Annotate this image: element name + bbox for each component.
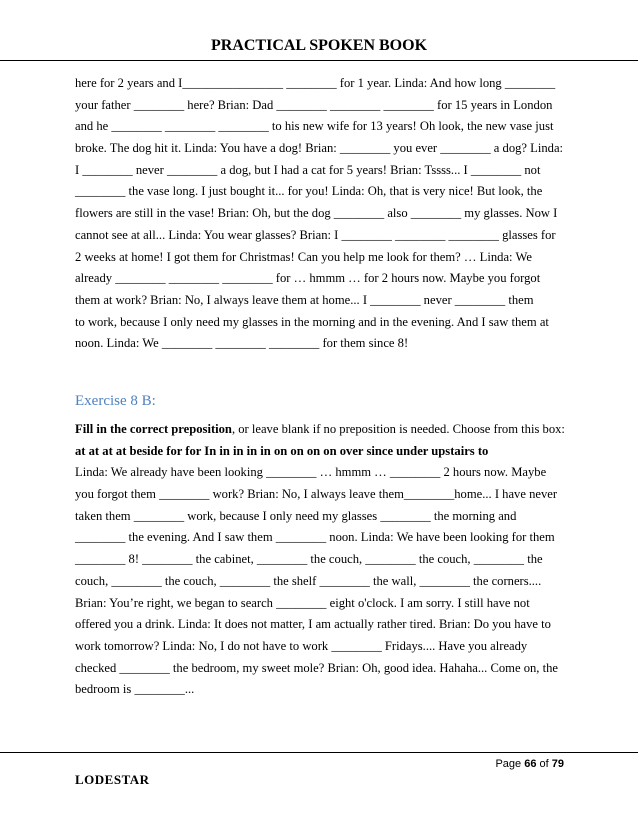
- text-line: I ________ never ________ a dog, but I had a cat for 5 years! Brian: Tssss... I ________ not: [75, 162, 541, 177]
- text-line: ________ the evening. And I saw them ________ noon. Linda: We have been looking for them: [75, 530, 555, 545]
- text-line: offered you a drink. Linda: It does not matter, I am actually rather tired. Brian: Do you have to: [75, 617, 551, 632]
- exercise-heading: Exercise 8 B:: [75, 393, 156, 409]
- page-of: of: [536, 758, 552, 770]
- instruction-rest: , or leave blank if no preposition is needed. Choose from this box:: [231, 422, 565, 436]
- text-line: noon. Linda: We ________ ________ ________ for them since 8!: [75, 336, 409, 351]
- text-line: here for 2 years and I________________ ________ for 1 year. Linda: And how long ________: [75, 76, 556, 90]
- text-line: them at work? Brian: No, I always leave them at home... I ________ never ________ them: [75, 292, 534, 307]
- text-line: Brian: You’re right, we began to search ________ eight o'clock. I am sorry. I still have not: [75, 595, 530, 610]
- text-line: work tomorrow? Linda: No, I do not have to work ________ Fridays.... Have you already: [75, 638, 528, 653]
- text-line: your father ________ here? Brian: Dad ________ ________ ________ for 15 years in London: [75, 97, 553, 112]
- header-divider: [0, 60, 638, 61]
- footer-brand: LODESTAR: [75, 772, 150, 787]
- text-line: ________ 8! ________ the cabinet, ________ the couch, ________ the couch, ________ the: [75, 552, 543, 567]
- page-current: 66: [524, 758, 537, 770]
- instruction-line: [75, 419, 565, 441]
- exercise-b-text: [75, 419, 565, 701]
- text-line: you forgot them ________ work? Brian: No, I always leave them________home... I have never: [75, 487, 558, 502]
- text-line: ________ the vase long. I just bought it... for you! Linda: Oh, that is very nice! But look, the: [75, 184, 543, 199]
- page-number: [495, 758, 564, 770]
- page-header-title: PRACTICAL SPOKEN BOOK: [210, 37, 428, 54]
- text-line: flowers are still in the vase! Brian: Oh, but the dog ________ also ________ my glasses. Now I: [75, 206, 558, 221]
- exercise-a-text: [75, 73, 565, 355]
- text-line: couch, ________ the couch, ________ the shelf ________ the wall, ________ the corners....: [75, 573, 542, 588]
- text-line: broke. The dog hit it. Linda: You have a dog! Brian: ________ you ever ________ a dog? Linda:: [75, 141, 564, 156]
- text-line: 2 weeks at home! I got them for Christmas! Can you help me look for them? … Linda: We: [75, 249, 532, 264]
- text-line: cannot see at all... Linda: You wear glasses? Brian: I ________ ________ ________ glasses for: [75, 227, 556, 242]
- text-line: and he ________ ________ ________ to his new wife for 13 years! Oh look, the new vase just: [75, 119, 554, 134]
- instruction-bold: Fill in the correct preposition: [75, 422, 232, 436]
- page-total: 79: [551, 758, 564, 770]
- text-line: checked ________ the bedroom, my sweet mole? Brian: Oh, good idea. Hahaha... Come on, the: [75, 660, 558, 675]
- text-line: Linda: We already have been looking ________ … hmmm … ________ 2 hours now. Maybe: [75, 465, 547, 480]
- text-line: taken them ________ work, because I only need my glasses ________ the morning and: [75, 508, 517, 523]
- footer-divider: [0, 752, 638, 753]
- text-line: to work, because I only need my glasses in the morning and in the evening. And I saw them at: [75, 314, 549, 329]
- word-box-text: at at at at beside for for In in in in in on on on on over since under upstairs to: [75, 443, 489, 458]
- text-line: already ________ ________ ________ for … hmmm … for 2 hours now. Maybe you forgot: [75, 271, 541, 286]
- page-prefix: Page: [495, 758, 525, 770]
- word-box: [75, 441, 565, 463]
- text-line: bedroom is ________...: [75, 682, 195, 697]
